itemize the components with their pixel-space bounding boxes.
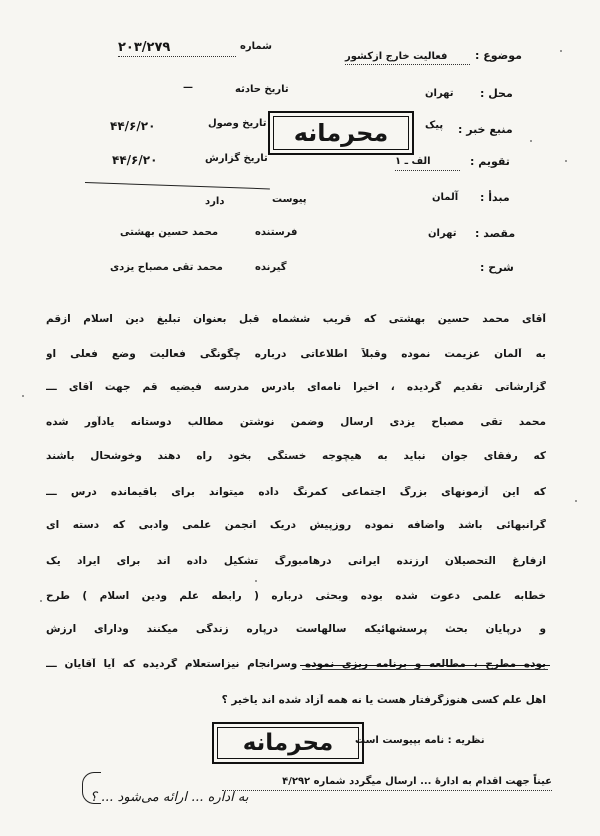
body-line-11: بوده مطرح ، مطالعه و برنامه ریزی نموده وسرانجام نیزاستعلام گردیده که آیا آقایان ـــ xyxy=(46,658,546,670)
number-underline xyxy=(118,56,236,57)
stamp-text: محرمانه xyxy=(293,119,389,147)
subject-underline xyxy=(345,64,470,65)
body-line-4: محمد تقی مصباح یزدی ارسال وضمن نوشتن مطالب دوستانه یادآور شده xyxy=(46,416,546,428)
footer-forwarding-underline xyxy=(222,790,552,791)
handwritten-note: به اداره ... ارائه می‌شود ... ؟ xyxy=(90,790,249,805)
body-line-10: و درپایان بحث پرسشهائیکه سالهاست درپاره زندگی میکنند ودارای ارزش xyxy=(46,623,546,635)
origin-label: مبدأ : xyxy=(480,191,510,204)
report-date-value: ۴۴/۶/۲۰ xyxy=(112,153,158,167)
place-label: محل : xyxy=(480,87,513,100)
footer-forwarding: عیناً جهت اقدام به ادارهٔ ... ارسال میگردد شماره ۴/۲۹۲ xyxy=(282,776,552,787)
source-value: پیک xyxy=(425,120,444,131)
attachment-value: دارد xyxy=(205,196,225,207)
incident-date-label: تاریخ حادثه xyxy=(235,84,289,95)
body-line-12: اهل علم کسی هنوزگرفتار هست یا نه همه آزاد شده اند یاخیر ؟ xyxy=(221,694,546,706)
destination-value: تهران xyxy=(428,228,457,239)
destination-label: مقصد : xyxy=(475,227,516,240)
subject-label: موضوع : xyxy=(475,49,522,62)
report-date-label: تاریخ گزارش xyxy=(205,153,268,164)
body-line-8: ازفارغ التحصیلان ارزنده ایرانی درهامبورگ تشکیل داده اند برای ایراد یک xyxy=(46,555,546,567)
body-line-9: خطابه علمی دعوت شده بوده وبحثی درباره ( رابطه علم ودین اسلام ) طرح xyxy=(46,590,546,602)
body-line-3: گزارشاتی تقدیم گردیده ، اخیراً نامه‌ای بادرس مدرسه فیضیه قم جهت آقای ـــ xyxy=(46,381,546,393)
scan-speck xyxy=(22,395,24,397)
source-label: منبع خبر : xyxy=(458,123,513,136)
attachment-label: پیوست xyxy=(272,194,307,205)
stamp-inner-border xyxy=(217,727,359,759)
scan-speck xyxy=(530,140,532,142)
body-line-2: به آلمان عزیمت نموده وقبلاً اطلاعاتی درباره چگونگی فعالیت وضع فعلی او xyxy=(46,348,546,360)
assessment-underline xyxy=(395,170,460,171)
report-date-strike-line xyxy=(85,182,270,189)
scan-speck xyxy=(255,580,257,582)
footer-opinion: نظریه : نامه بپیوست است xyxy=(355,735,485,746)
scan-speck xyxy=(560,50,562,52)
recipient-label: گیرنده xyxy=(255,262,287,273)
sender-label: فرستنده xyxy=(255,227,298,238)
subject-value: فعالیت خارج ازکشور xyxy=(345,51,448,62)
stamp-text: محرمانه xyxy=(242,730,334,756)
recipient-value: محمد تقی مصباح یزدی xyxy=(110,262,223,273)
description-label: شرح : xyxy=(480,261,514,274)
received-date-label: تاریخ وصول xyxy=(208,118,267,129)
confidential-stamp-bottom xyxy=(212,722,364,764)
scan-speck xyxy=(575,500,577,502)
body-line-7: گرانبهائی باشد واضافه نموده روزپیش دریک انجمن علمی وادبی که دسته ای xyxy=(46,519,546,531)
place-value: تهران xyxy=(425,88,454,99)
origin-value: آلمان xyxy=(432,192,459,203)
scan-speck xyxy=(40,600,42,602)
body-line-1: آقای محمد حسین بهشتی که قریب ششماه قبل بعنوان تبلیغ دین اسلام ازقم xyxy=(46,313,546,325)
sender-value: محمد حسین بهشتی xyxy=(120,227,219,238)
body-line-5: که رفقای جوان نباید به هیچوجه خستگی بخود راه دهند وخوشحال باشند xyxy=(46,450,546,462)
strike-line-a xyxy=(300,665,550,666)
handwritten-bracket xyxy=(82,772,101,804)
number-label: شماره xyxy=(240,41,272,52)
assessment-value: الف ـ ۱ xyxy=(395,156,431,167)
incident-date-value: — xyxy=(183,82,193,93)
assessment-label: تقویم : xyxy=(470,155,510,168)
received-date-value: ۴۴/۶/۲۰ xyxy=(110,119,156,133)
confidential-stamp-top xyxy=(268,111,414,155)
scan-speck xyxy=(565,160,567,162)
number-value: ۲۰۳/۲۷۹ xyxy=(118,40,171,55)
strike-line-b xyxy=(302,669,548,670)
stamp-inner-border xyxy=(273,116,409,150)
body-line-6: که این آزمونهای بزرگ اجتماعی کمرنگ داده میتواند برای باقیمانده درس ـــ xyxy=(46,486,546,498)
